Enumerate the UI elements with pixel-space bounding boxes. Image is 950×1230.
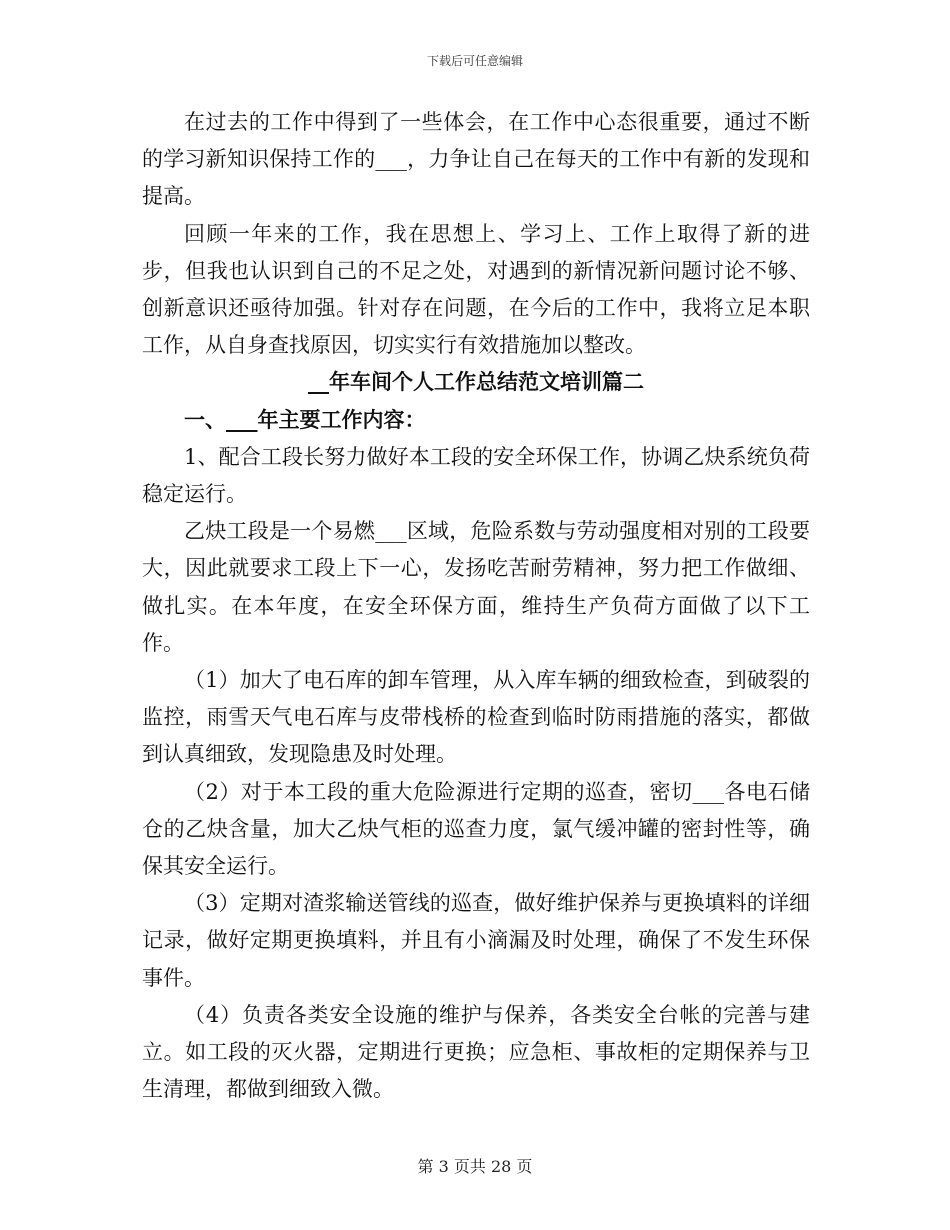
paragraph-7: （3）定期对渣浆输送管线的巡查，做好维护保养与更换填料的详细记录，做好定期更换填料，并且有小滴漏及时处理，确保了不发生环保事件。 [142, 891, 810, 990]
paragraph-3: 1、配合工段长努力做好本工段的安全环保工作，协调乙炔系统负荷稳定运行。 [142, 444, 810, 507]
paragraph-4: 乙炔工段是一个易燃___区域，危险系数与劳动强度相对别的工段要大，因此就要求工段上下一心，发扬吃苦耐劳精神，努力把工作做细、做扎实。在本年度，在安全环保方面，维持生产负荷方面做了以下工作。 [142, 519, 810, 655]
paragraph-5: （1）加大了电石库的卸车管理，从入库车辆的细致检查，到破裂的监控，雨雪天气电石库与皮带栈桥的检查到临时防雨措施的落实，都做到认真细致，发现隐患及时处理。 [142, 668, 810, 767]
section-subtitle: 一、___年主要工作内容： [184, 407, 426, 432]
section-title: __年车间个人工作总结范文培训篇二 [308, 370, 644, 395]
paragraph-6: （2）对于本工段的重大危险源进行定期的巡查，密切___各电石储仓的乙炔含量，加大乙炔气柜的巡查力度，氯气缓冲罐的密封性等，确保其安全运行。 [142, 779, 810, 879]
paragraph-1: 在过去的工作中得到了一些体会，在工作中心态很重要，通过不断的学习新知识保持工作的___，力争让自己在每天的工作中有新的发现和提高。 [142, 110, 810, 209]
paragraph-8: （4）负责各类安全设施的维护与保养，各类安全台帐的完善与建立。如工段的灭火器，定期进行更换；应急柜、事故柜的定期保养与卫生清理，都做到细致入微。 [142, 1002, 810, 1102]
paragraph-2: 回顾一年来的工作，我在思想上、学习上、工作上取得了新的进步，但我也认识到自己的不足之处，对遇到的新情况新问题讨论不够、创新意识还亟待加强。针对存在问题，在今后的工作中，我将立足本职工作，从自身查找原因，切实实行有效措施加以整改。 [142, 221, 810, 358]
document-body [142, 104, 810, 1108]
page-header: 下载后可任意编辑 [426, 54, 523, 68]
page-footer: 第 3 页共 28 页 [417, 1157, 533, 1176]
